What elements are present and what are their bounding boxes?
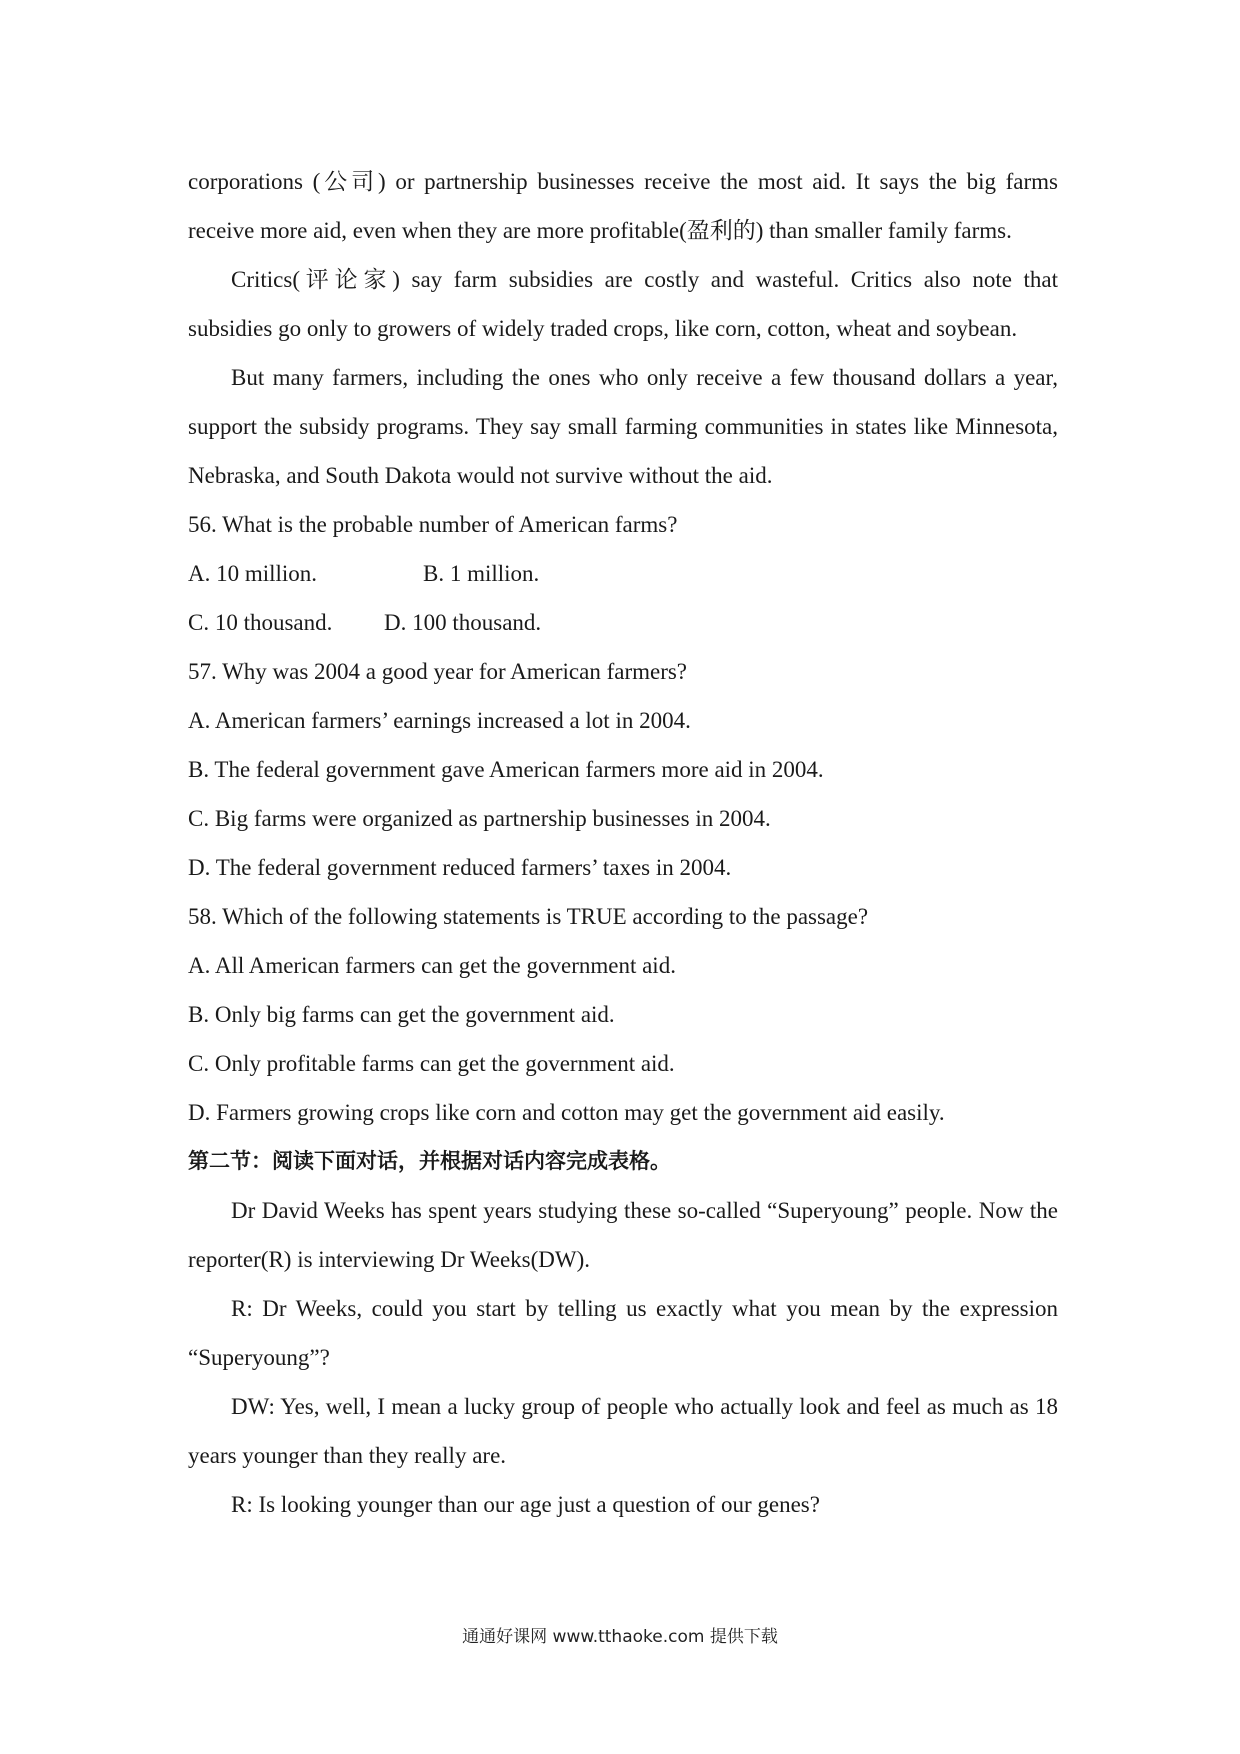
- dialogue-line-2: DW: Yes, well, I mean a lucky group of people who actually look and feel as much as 18 years younger than they really are.: [188, 1394, 1058, 1468]
- question-58-option-d: D. Farmers growing crops like corn and cotton may get the government aid easily.: [188, 1100, 945, 1125]
- page-content: [188, 157, 1058, 1529]
- question-56-stem: 56. What is the probable number of American farms?: [188, 512, 678, 537]
- passage-paragraph-1: corporations (公司) or partnership businesses receive the most aid. It says the big farms receive more aid, even when they are more profitable(盈利的) than smaller family farms.: [188, 169, 1058, 243]
- question-56-options-row-2: [188, 598, 1058, 647]
- page-footer: 通通好课网 www.tthaoke.com 提供下载: [462, 1627, 778, 1647]
- question-58-option-a: A. All American farmers can get the government aid.: [188, 953, 676, 978]
- question-56-option-d: D. 100 thousand.: [384, 610, 542, 635]
- question-56-option-c: C. 10 thousand.: [188, 610, 333, 635]
- question-57-option-c: C. Big farms were organized as partnership businesses in 2004.: [188, 806, 771, 831]
- dialogue-line-1: R: Dr Weeks, could you start by telling us exactly what you mean by the expression “Superyoung”?: [188, 1296, 1058, 1370]
- question-57-stem: 57. Why was 2004 a good year for American farmers?: [188, 659, 688, 684]
- section-2-intro: Dr David Weeks has spent years studying these so-called “Superyoung” people. Now the reporter(R) is interviewing Dr Weeks(DW).: [188, 1198, 1058, 1272]
- passage-paragraph-3: But many farmers, including the ones who only receive a few thousand dollars a year, support the subsidy programs. They say small farming communities in states like Minnesota, Nebraska, and South Dakota would not survive without the aid.: [188, 365, 1058, 488]
- question-58-option-b: B. Only big farms can get the government aid.: [188, 1002, 615, 1027]
- question-56-option-a: A. 10 million.: [188, 561, 318, 586]
- passage-paragraph-2: Critics(评论家) say farm subsidies are costly and wasteful. Critics also note that subsidies go only to growers of widely traded crops, like corn, cotton, wheat and soybean.: [188, 267, 1058, 341]
- dialogue-line-3: R: Is looking younger than our age just a question of our genes?: [231, 1492, 820, 1517]
- question-57-option-b: B. The federal government gave American farmers more aid in 2004.: [188, 757, 824, 782]
- question-56-options-row-1: [188, 549, 1058, 598]
- question-57-option-d: D. The federal government reduced farmers’ taxes in 2004.: [188, 855, 732, 880]
- question-57-option-a: A. American farmers’ earnings increased a lot in 2004.: [188, 708, 691, 733]
- question-56-option-b: B. 1 million.: [423, 561, 540, 586]
- section-2-heading: 第二节：阅读下面对话，并根据对话内容完成表格。: [188, 1149, 671, 1173]
- question-58-option-c: C. Only profitable farms can get the government aid.: [188, 1051, 675, 1076]
- question-58-stem: 58. Which of the following statements is TRUE according to the passage?: [188, 904, 869, 929]
